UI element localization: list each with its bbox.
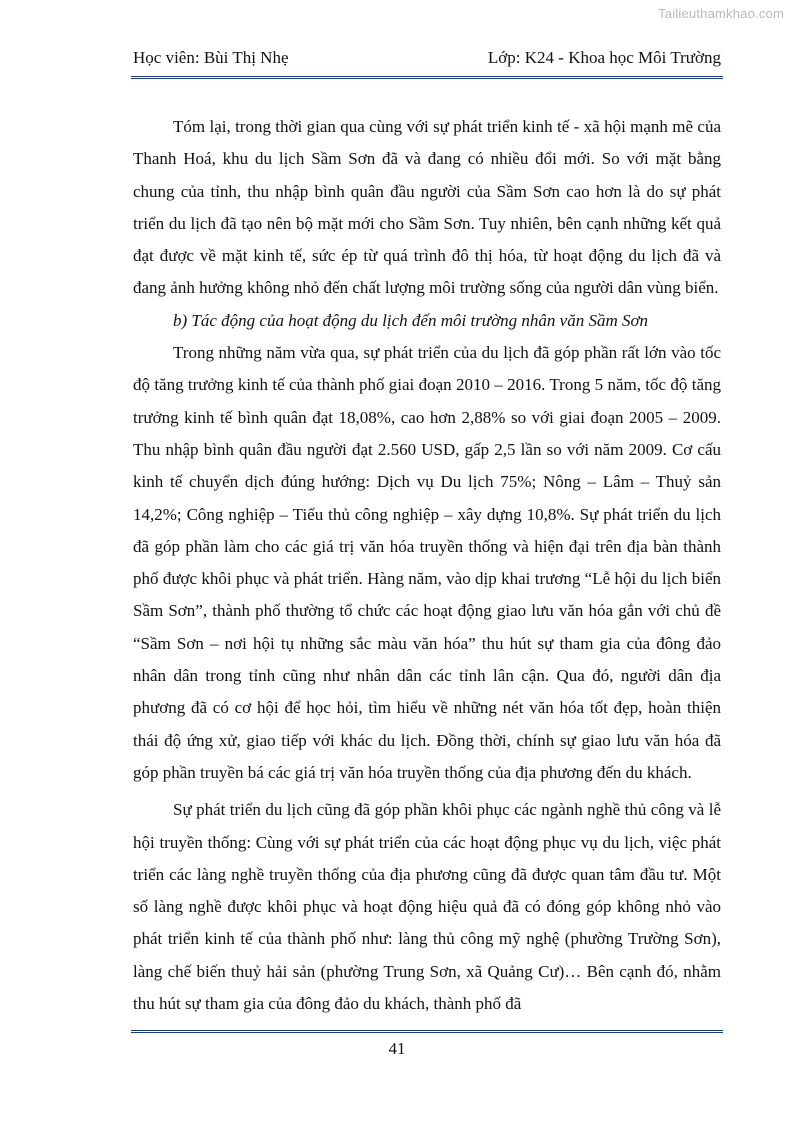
- paragraph-crafts-festivals: Sự phát triển du lịch cũng đã góp phần khôi phục các ngành nghề thủ công và lễ hội truyền thống: Cùng với sự phát triển của các hoạt động phục vụ du lịch, việc phát triển các làng nghề truyền thống của địa phương cũng đã được quan tâm đầu tư. Một số làng nghề được khôi phục và hoạt động hiệu quả đã có đóng góp không nhỏ vào phát triển kinh tế của thành phố như: làng thủ công mỹ nghệ (phường Trường Sơn), làng chế biến thuỷ hải sản (phường Trung Sơn, xã Quảng Cư)… Bên cạnh đó, nhằm thu hút sự tham gia của đông đảo du khách, thành phố đã: [133, 800, 721, 1014]
- header-divider: [131, 76, 723, 79]
- paragraph-summary: Tóm lại, trong thời gian qua cùng với sự phát triển kinh tế - xã hội mạnh mẽ của Thanh Hoá, khu du lịch Sầm Sơn đã và đang có nhiều đổi mới. So với mặt bằng chung của tỉnh, thu nhập bình quân đầu người của Sầm Sơn cao hơn là do sự phát triển du lịch đã tạo nên bộ mặt mới cho Sầm Sơn. Tuy nhiên, bên cạnh những kết quả đạt được về mặt kinh tế, sức ép từ quá trình đô thị hóa, từ hoạt động du lịch đã và đang ảnh hưởng không nhỏ đến chất lượng môi trường sống của người dân vùng biển.: [133, 117, 721, 298]
- page-header: [133, 48, 721, 68]
- document-body: [133, 111, 721, 1020]
- section-heading: b) Tác động của hoạt động du lịch đến môi trường nhân văn Sầm Sơn: [173, 310, 649, 330]
- paragraph-economic-growth: Trong những năm vừa qua, sự phát triển của du lịch đã góp phần rất lớn vào tốc độ tăng trưởng kinh tế của thành phố giai đoạn 2010 – 2016. Trong 5 năm, tốc độ tăng trưởng kinh tế bình quân đạt 18,08%, cao hơn 2,88% so với giai đoạn 2005 – 2009. Thu nhập bình quân đầu người đạt 2.560 USD, gấp 2,5 lần so với năm 2009. Cơ cấu kinh tế chuyển dịch đúng hướng: Dịch vụ Du lịch 75%; Nông – Lâm – Thuỷ sản 14,2%; Công nghiệp – Tiểu thủ công nghiệp – xây dựng 10,8%. Sự phát triển du lịch đã góp phần làm cho các giá trị văn hóa truyền thống và hiện đại trên địa bàn thành phố được khôi phục và phát triển. Hàng năm, vào dịp khai trương “Lễ hội du lịch biển Sầm Sơn”, thành phố thường tổ chức các hoạt động giao lưu văn hóa gắn với chủ đề “Sầm Sơn – nơi hội tụ những sắc màu văn hóa” thu hút sự tham gia của đông đảo nhân dân trong tỉnh cũng như nhân dân các tỉnh lân cận. Qua đó, người dân địa phương đã có cơ hội để học hỏi, tìm hiểu về những nét văn hóa tốt đẹp, hoàn thiện thái độ ứng xử, giao tiếp với khác du lịch. Đồng thời, chính sự giao lưu văn hóa đã góp phần truyền bá các giá trị văn hóa truyền thống của địa phương đến du khách.: [133, 343, 721, 782]
- header-class: Lớp: K24 - Khoa học Môi Trường: [487, 48, 721, 67]
- header-student: Học viên: Bùi Thị Nhẹ: [133, 48, 289, 67]
- page-number: 41: [388, 1039, 406, 1058]
- watermark-text: Tailieuthamkhao.com: [658, 6, 784, 21]
- footer-divider: [131, 1030, 723, 1033]
